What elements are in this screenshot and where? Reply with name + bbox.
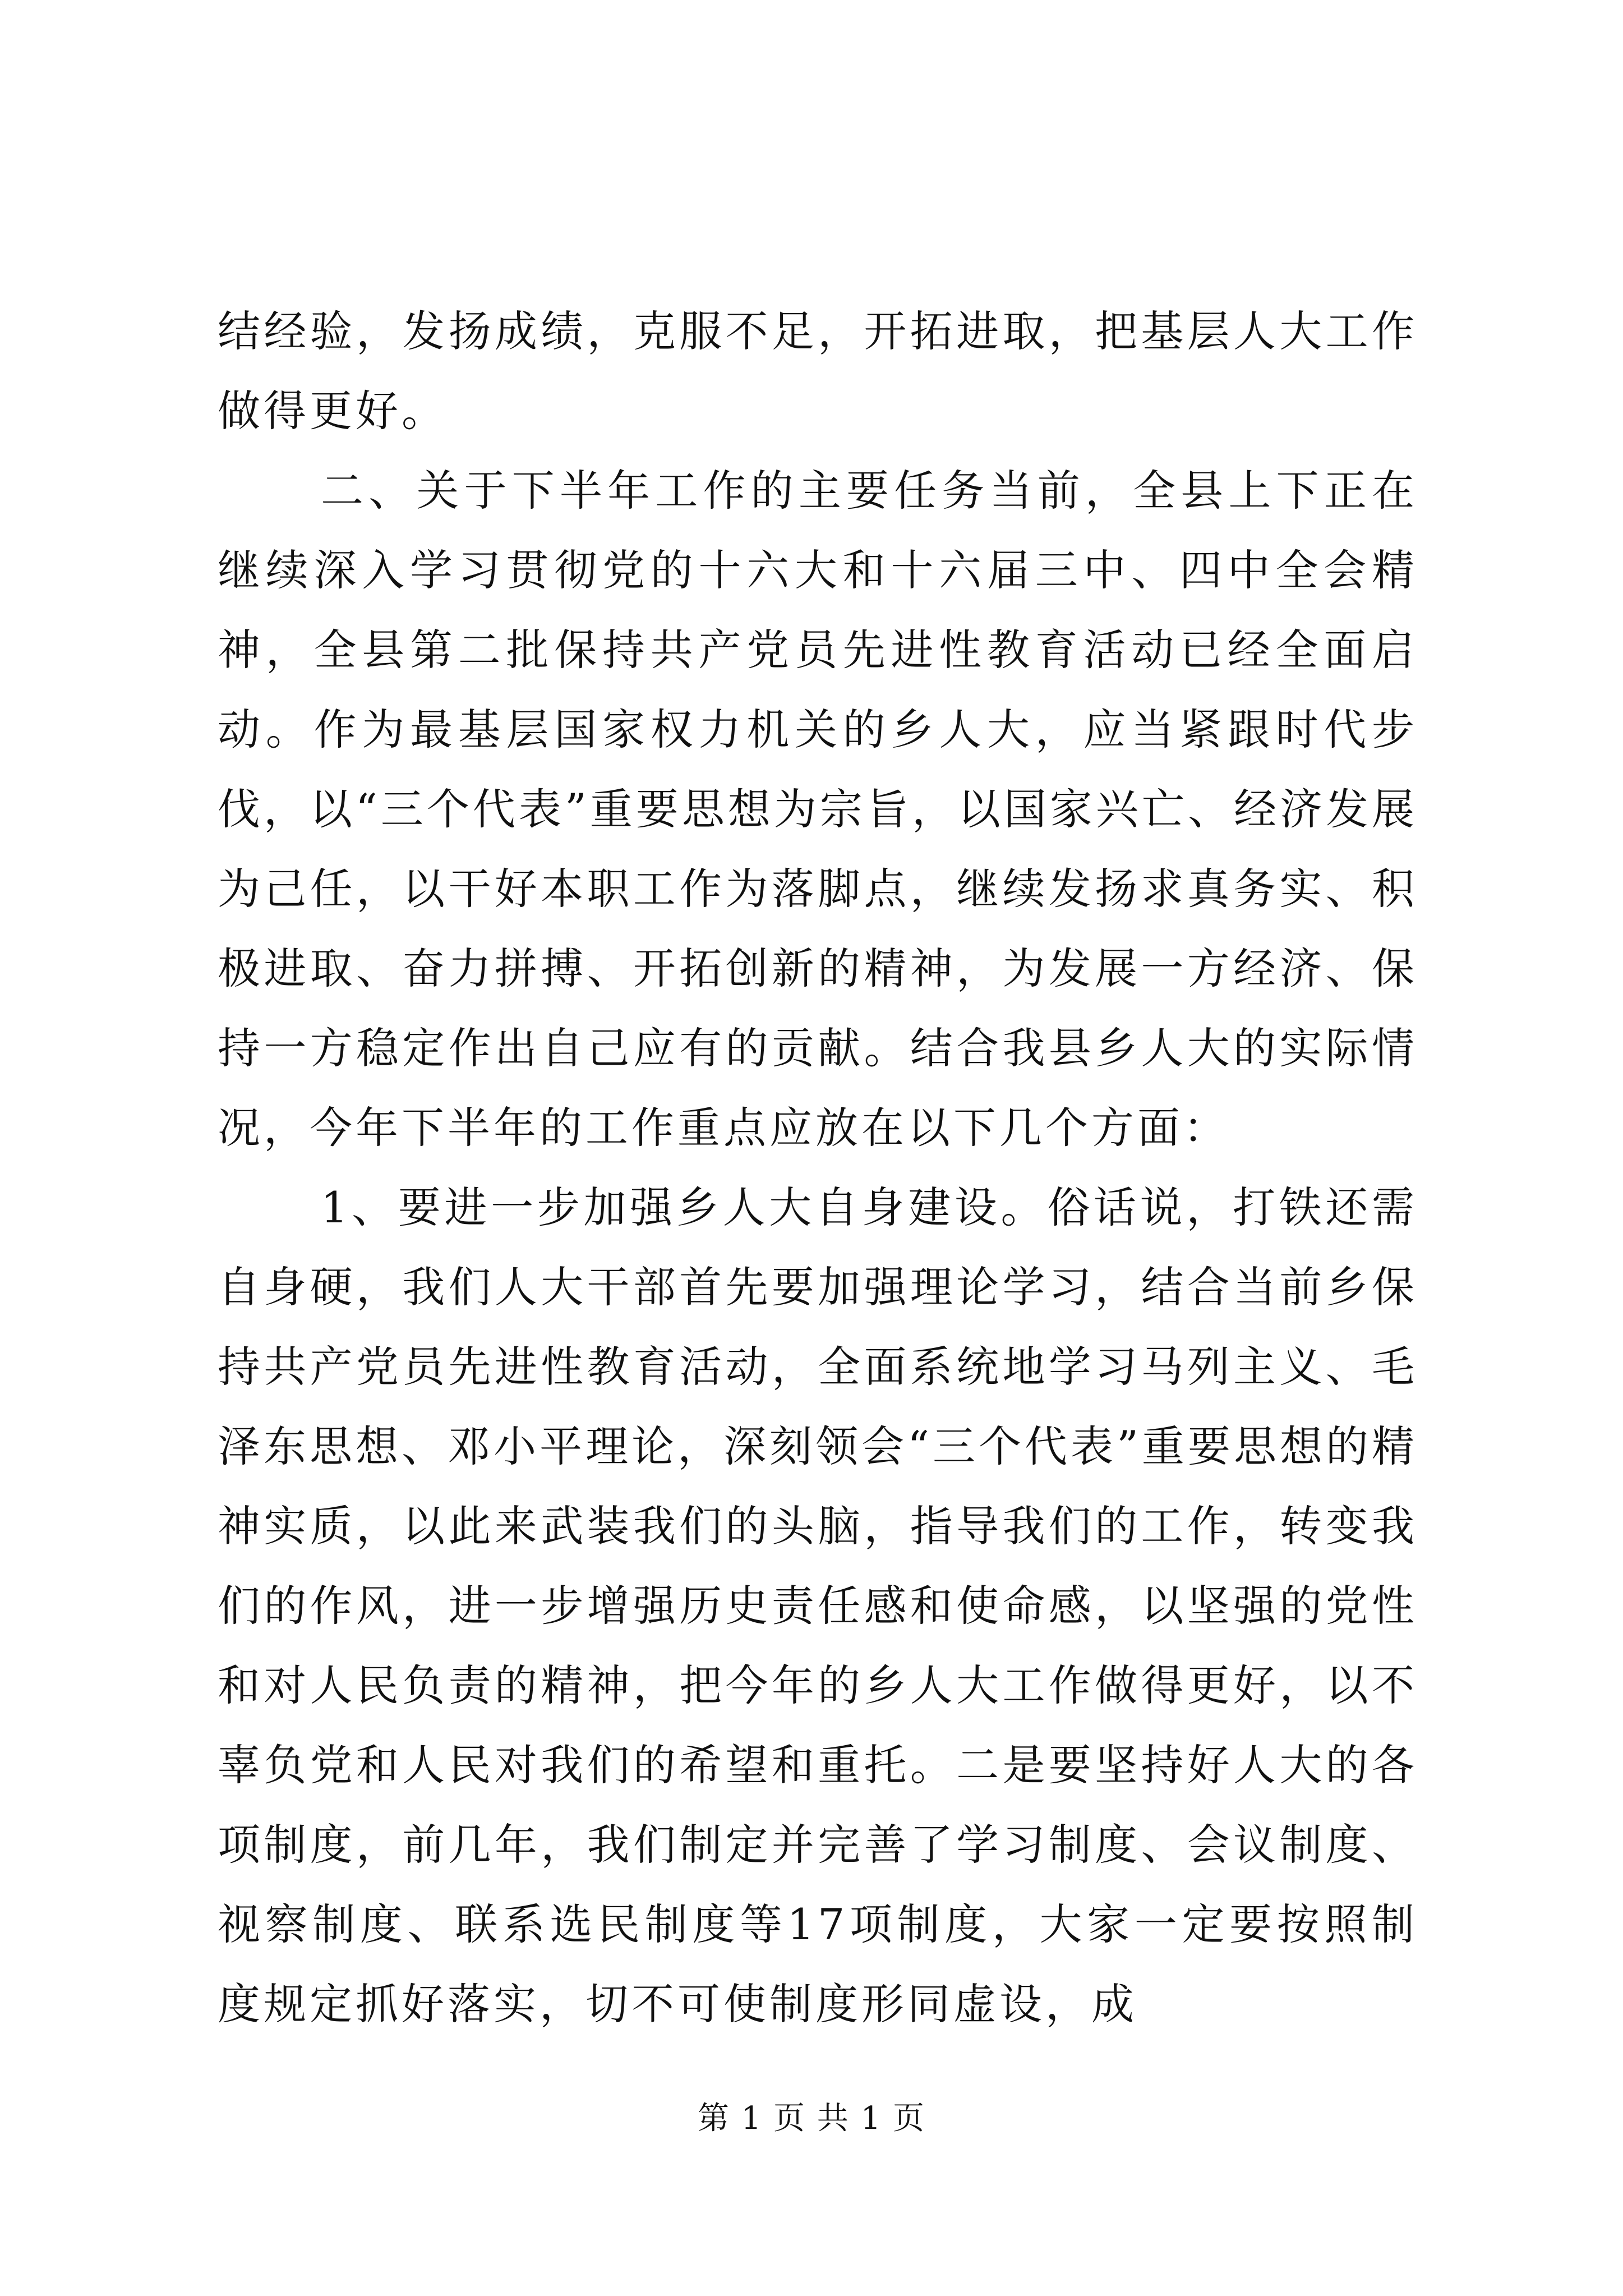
paragraph-continuation: 结经验，发扬成绩，克服不足，开拓进取，把基层人大工作做得更好。 bbox=[218, 306, 1418, 436]
paragraph-item-one: 1、要进一步加强乡人大自身建设。俗话说，打铁还需自身硬，我们人大干部首先要加强理论学习，结合当前乡保持共产党员先进性教育活动，全面系统地学习马列主义、毛泽东思想、邓小平理论，深刻领会“三个代表”重要思想的精神实质，以此来武装我们的头脑，指导我们的工作，转变我们的作风，进一步增强历史责任感和使命感，以坚强的党性和对人民负责的精神，把今年的乡人大工作做得更好，以不辜负党和人民对我们的希望和重托。二是要坚持好人大的各项制度，前几年，我们制定并完善了学习制度、会议制度、视察制度、联系选民制度等17项制度，大家一定要按照制度规定抓好落实，切不可使制度形同虚设，成 bbox=[218, 1182, 1418, 2029]
paragraph-section-two: 二、关于下半年工作的主要任务当前，全县上下正在继续深入学习贯彻党的十六大和十六届三中、四中全会精神，全县第二批保持共产党员先进性教育活动已经全面启动。作为最基层国家权力机关的乡人大，应当紧跟时代步伐，以“三个代表”重要思想为宗旨，以国家兴亡、经济发展为己任，以干好本职工作为落脚点，继续发扬求真务实、积极进取、奋力拼搏、开拓创新的精神，为发展一方经济、保持一方稳定作出自己应有的贡献。结合我县乡人大的实际情况，今年下半年的工作重点应放在以下几个方面： bbox=[218, 466, 1418, 1153]
page-footer: 第 1 页 共 1 页 bbox=[697, 2100, 926, 2137]
document-body bbox=[218, 292, 1418, 2044]
